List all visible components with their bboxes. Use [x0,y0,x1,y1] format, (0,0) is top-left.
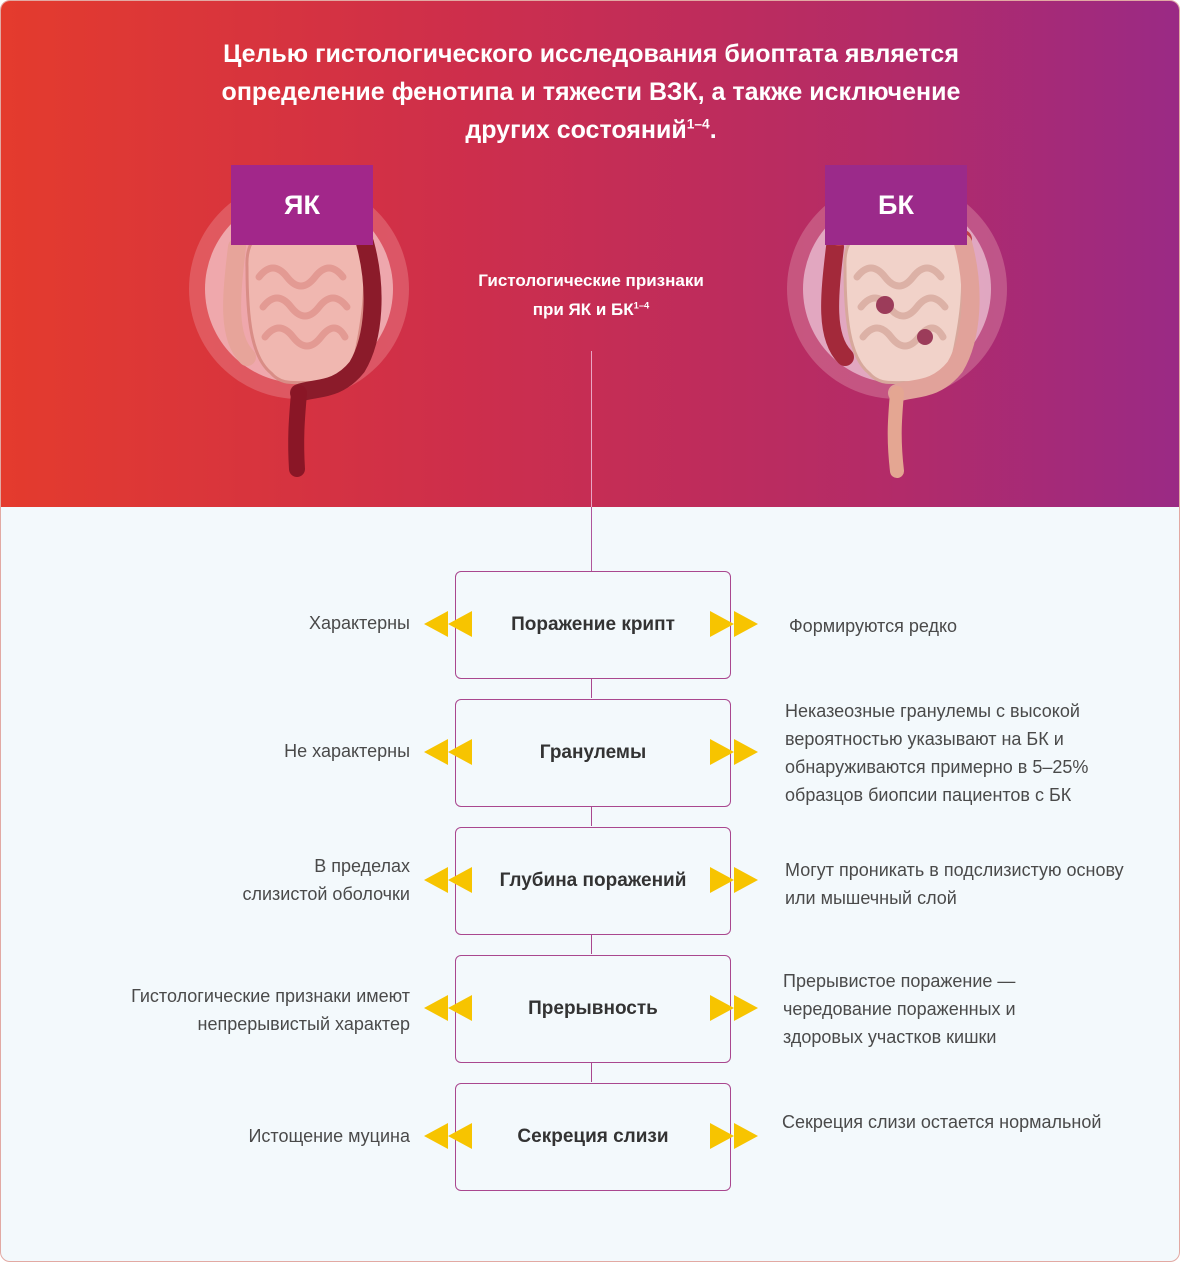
feature-box-depth: Глубина поражений [455,827,731,935]
feature-box-crypts: Поражение крипт [455,571,731,679]
cd-text-depth: Могут проникать в подслизистую основу или мышечный слой [785,860,1124,908]
double-chevron-arrow-icon [710,1123,760,1149]
connector-segment [591,806,592,826]
page-title: Целью гистологического исследования биоптата является определение фенотипа и тяжести ВЗК, а также исключение других состояний$^{1-4}$. [221,40,961,144]
double-chevron-arrow-icon [424,739,474,765]
cd-text-continuity: Прерывистое поражение — чередование пораженных и здоровых участков кишки [783,971,1016,1047]
uc-text-crypts: Характерны [308,613,410,633]
feature-box-continuity: Прерывность [455,955,731,1063]
connector-segment [591,1062,592,1082]
connector-segment [591,934,592,954]
uc-text-mucus: Истощение муцина [248,1126,410,1146]
uc-text-depth: В пределах слизистой оболочки [242,856,410,904]
diagram-subtitle: Гистологические признаки при ЯК и БК$^{1-4}$ [478,271,704,319]
double-chevron-arrow-icon [710,867,760,893]
uc-text-granulomas: Не характерны [284,741,410,761]
cd-text-granulomas: Неказеозные гранулемы с высокой вероятностью указывают на БК и обнаруживаются примерно в 5–25% образцов биопсии пациентов с БК [785,701,1089,805]
cd-text-mucus: Секреция слизи остается нормальной [782,1112,1102,1132]
double-chevron-arrow-icon [710,995,760,1021]
header-banner [1,1,1180,507]
double-chevron-arrow-icon [710,611,760,637]
double-chevron-arrow-icon [710,739,760,765]
double-chevron-arrow-icon [424,867,474,893]
feature-box-granulomas: Гранулемы [455,699,731,807]
connector-line [591,507,592,571]
uc-tag: ЯК [231,165,373,245]
uc-text-continuity: Гистологические признаки имеют непрерывистый характер [131,986,410,1034]
connector-line-top [591,351,592,507]
double-chevron-arrow-icon [424,995,474,1021]
cd-text-crypts: Формируются редко [789,616,958,636]
feature-box-mucus: Секреция слизи [455,1083,731,1191]
connector-segment [591,678,592,698]
cd-tag: БК [825,165,967,245]
double-chevron-arrow-icon [424,1123,474,1149]
double-chevron-arrow-icon [424,611,474,637]
